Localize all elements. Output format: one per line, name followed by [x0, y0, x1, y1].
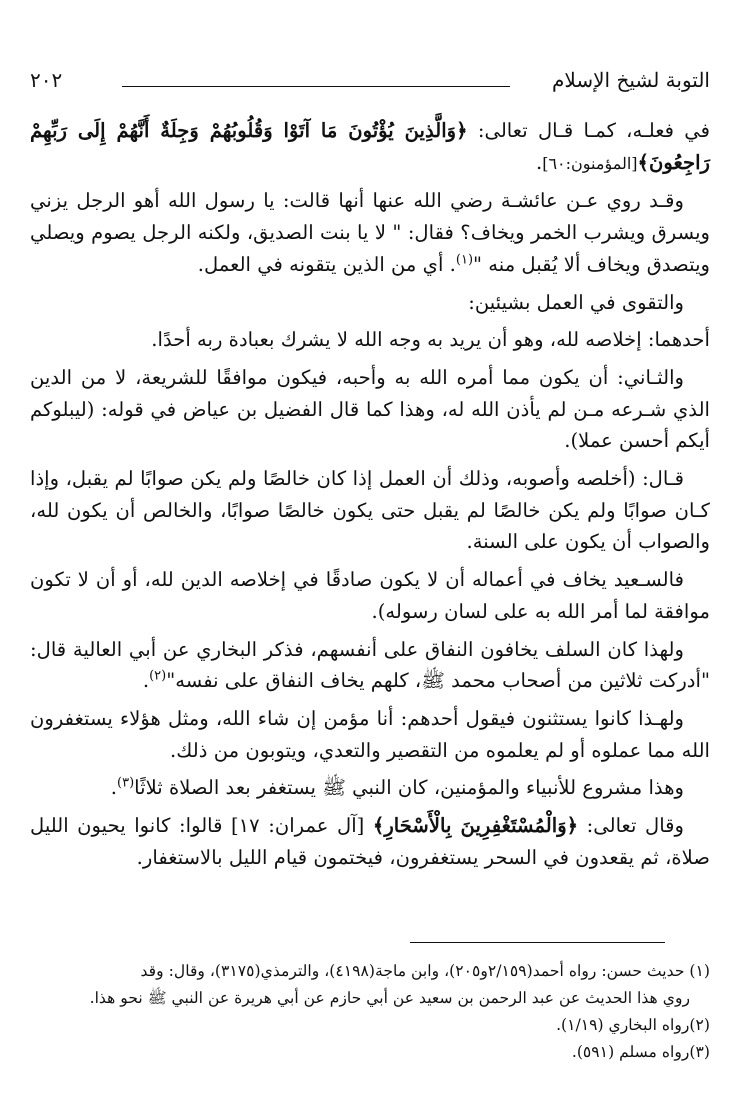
- footnote-separator: [410, 942, 665, 943]
- paragraph-6: [30, 463, 710, 558]
- paragraph-3: [30, 287, 710, 319]
- text-run: في فعلـه، كمـا قـال تعالى:: [467, 119, 711, 142]
- paragraph-4: [30, 324, 710, 356]
- header-title: التوبة لشيخ الإسلام: [552, 68, 710, 92]
- text-run: وقـد روي عـن عائشـة رضي الله عنها أنها قالت: يا رسول الله أهو الرجل يزني ويسرق ويشرب الخمر ويخاف؟ فقال: " لا يا بنت الصديق، ولكنه الرجل يصوم ويصلي ويتصدق ويخاف ألا يُقبل منه ": [30, 189, 710, 276]
- footnote-marker: (٣): [117, 775, 135, 791]
- footnote-3: (٣)رواه مسلم (٥٩١).: [571, 1043, 710, 1061]
- footnote-marker: (١): [455, 252, 474, 268]
- page-number: ٢٠٢: [30, 68, 63, 92]
- footnote-1: (١) حديث حسن: رواه أحمد(٢/١٥٩و٢٠٥)، وابن ماجة(٤١٩٨)، والترمذي(٣١٧٥)، وقال: وقد: [140, 962, 710, 980]
- paragraph-10: [30, 772, 710, 804]
- text-run: وهذا مشروع للأنبياء والمؤمنين، كان النبي ﷺ يستغفر بعد الصلاة ثلاثًا: [134, 776, 684, 800]
- text-run: وقال تعالى:: [578, 814, 684, 838]
- text-run: والتقوى في العمل بشيئين:: [468, 290, 684, 314]
- quran-verse: ﴿وَالَّذِينَ يُؤْتُونَ مَا آتَوْا وَقُلُوبُهُمْ وَجِلَةٌ أَنَّهُمْ إِلَى رَبِّهِمْ رَاجِعُونَ﴾: [30, 119, 710, 174]
- paragraph-5: [30, 362, 710, 457]
- footnote-1-continued: روي هذا الحديث عن عبد الرحمن بن سعيد عن أبي حازم عن أبي هريرة عن النبي ﷺ نحو هذا.: [89, 989, 690, 1007]
- paragraph-8: [30, 634, 710, 697]
- footnote-2: (٢)رواه البخاري (١/١٩).: [556, 1016, 710, 1034]
- text-run: ولهذا كان السلف يخافون النفاق على أنفسهم، فذكر البخاري عن أبي العالية قال: "أدركت ثلاثين من أصحاب محمد ﷺ، كلهم يخاف النفاق على نفسه": [30, 637, 710, 693]
- text-run: .: [142, 669, 150, 693]
- text-run: ولهـذا كانوا يستثنون فيقول أحدهم: أنا مؤمن إن شاء الله، ومثل هؤلاء يستغفرون الله مما عملوه أو لم يعلموه من التقصير والتعدي، ويتوبون من ذلك.: [30, 706, 710, 762]
- text-run: .: [110, 776, 118, 800]
- main-text: [30, 115, 710, 879]
- paragraph-7: [30, 564, 710, 627]
- header-rule: [122, 86, 510, 87]
- text-run: فالسـعيد يخاف في أعماله أن لا يكون صادقًا في إخلاصه الدين لله، أو أن لا تكون موافقة لما أمر الله به على لسان رسوله).: [30, 568, 710, 623]
- running-header: [30, 62, 710, 96]
- text-run: [آل عمران: ١٧] قالوا: كانوا يحيون الليل صلاة، ثم يقعدون في السحر يستغفرون، فيختمون قيام الليل بالاستغفار.: [30, 814, 710, 869]
- paragraph-9: [30, 703, 710, 766]
- text-run: والثـاني: أن يكون مما أمره الله به وأحبه، فيكون موافقًا للشريعة، لا من الدين الذي شـرعه مـن لم يأذن الله له، وهذا كما قال الفضيل بن عياض في قوله: (ليبلوكم أيكم أحسن عملا).: [30, 365, 710, 453]
- footnote-marker: (٢): [149, 668, 167, 684]
- text-run: قـال: (أخلصه وأصوبه، وذلك أن العمل إذا كان خالصًا ولم يكن صوابًا لم يقبل، وإذا كـان صوابًا ولم يكن خالصًا لم يقبل حتى يكون خالصًا صوابًا، والخالص أن يكون لله، والصواب أن يكون على السنة.: [30, 467, 710, 554]
- text-run: . أي من الذين يتقونه في العمل.: [197, 252, 456, 276]
- text-run: أحدهما: إخلاصه لله، وهو أن يريد به وجه الله لا يشرك بعبادة ربه أحدًا.: [151, 328, 710, 352]
- verse-reference: [المؤمنون:٦٠]: [542, 153, 638, 173]
- text-run: .: [535, 150, 543, 174]
- footnotes: [30, 958, 710, 1066]
- quran-verse: ﴿وَالْمُسْتَغْفِرِينَ بِالْأَسْحَارِ﴾: [372, 814, 579, 838]
- paragraph-2: [30, 185, 710, 280]
- paragraph-1: [30, 115, 710, 179]
- paragraph-11: [30, 810, 710, 873]
